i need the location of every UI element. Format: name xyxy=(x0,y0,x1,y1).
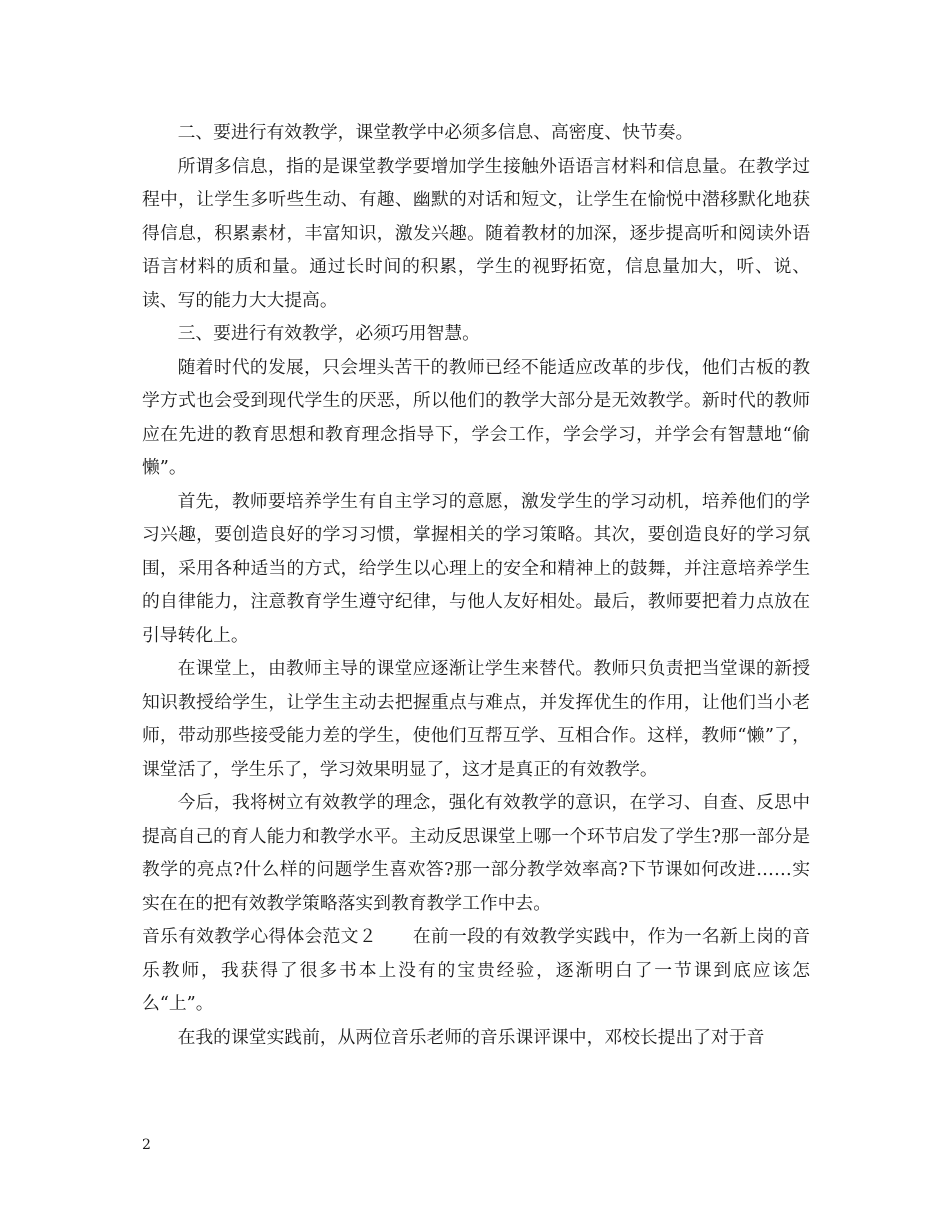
section-heading-3: 三、要进行有效教学，必须巧用智慧。 xyxy=(177,323,480,344)
paragraph: 随着时代的发展，只会埋头苦干的教师已经不能适应改革的步伐，他们古板的教学方式也会受到现代学生的厌恶，所以他们的教学大部分是无效教学。新时代的教师应在先进的教育思想和教育理念指导下，学会工作，学会学习，并学会有智慧地“偷懒”。 xyxy=(142,356,810,478)
article-title-paragraph: 音乐有效教学心得体会范文２ 在前一段的有效教学实践中，作为一名新上岗的音乐教师，我获得了很多书本上没有的宝贵经验，逐渐明白了一节课到底应该怎么“上”。 xyxy=(142,926,810,1014)
paragraph: 所谓多信息，指的是课堂教学要增加学生接触外语语言材料和信息量。在教学过程中，让学生多听些生动、有趣、幽默的对话和短文，让学生在愉悦中潜移默化地获得信息，积累素材，丰富知识，激发兴趣。随着教材的加深，逐步提高听和阅读外语语言材料的质和量。通过长时间的积累，学生的视野拓宽，信息量加大，听、说、读、写的能力大大提高。 xyxy=(142,155,810,311)
section-heading-2: 二、要进行有效教学，课堂教学中必须多信息、高密度、快节奏。 xyxy=(177,122,694,143)
paragraph: 在我的课堂实践前，从两位音乐老师的音乐课评课中，邓校长提出了对于音 xyxy=(177,1026,765,1048)
paragraph: 在课堂上，由教师主导的课堂应逐渐让学生来替代。教师只负责把当堂课的新授知识教授给学生，让学生主动去把握重点与难点，并发挥优生的作用，让他们当小老师，带动那些接受能力差的学生，使他们互帮互学、互相合作。这样，教师“懒”了，课堂活了，学生乐了，学习效果明显了，这才是真正的有效教学。 xyxy=(142,658,810,780)
document-body xyxy=(142,116,810,1054)
paragraph: 首先，教师要培养学生有自主学习的意愿，激发学生的学习动机，培养他们的学习兴趣，要创造良好的学习习惯，掌握相关的学习策略。其次，要创造良好的学习氛围，采用各种适当的方式，给学生以心理上的安全和精神上的鼓舞，并注意培养学生的自律能力，注意教育学生遵守纪律，与他人友好相处。最后，教师要把着力点放在引导转化上。 xyxy=(142,490,810,646)
paragraph: 今后，我将树立有效教学的理念，强化有效教学的意识，在学习、自查、反思中提高自己的育人能力和教学水平。主动反思课堂上哪一个环节启发了学生?那一部分是教学的亮点?什么样的问题学生喜欢答?那一部分教学效率高?下节课如何改进……实实在在的把有效教学策略落实到教育教学工作中去。 xyxy=(142,792,810,914)
page-number: 2 xyxy=(142,1137,151,1153)
